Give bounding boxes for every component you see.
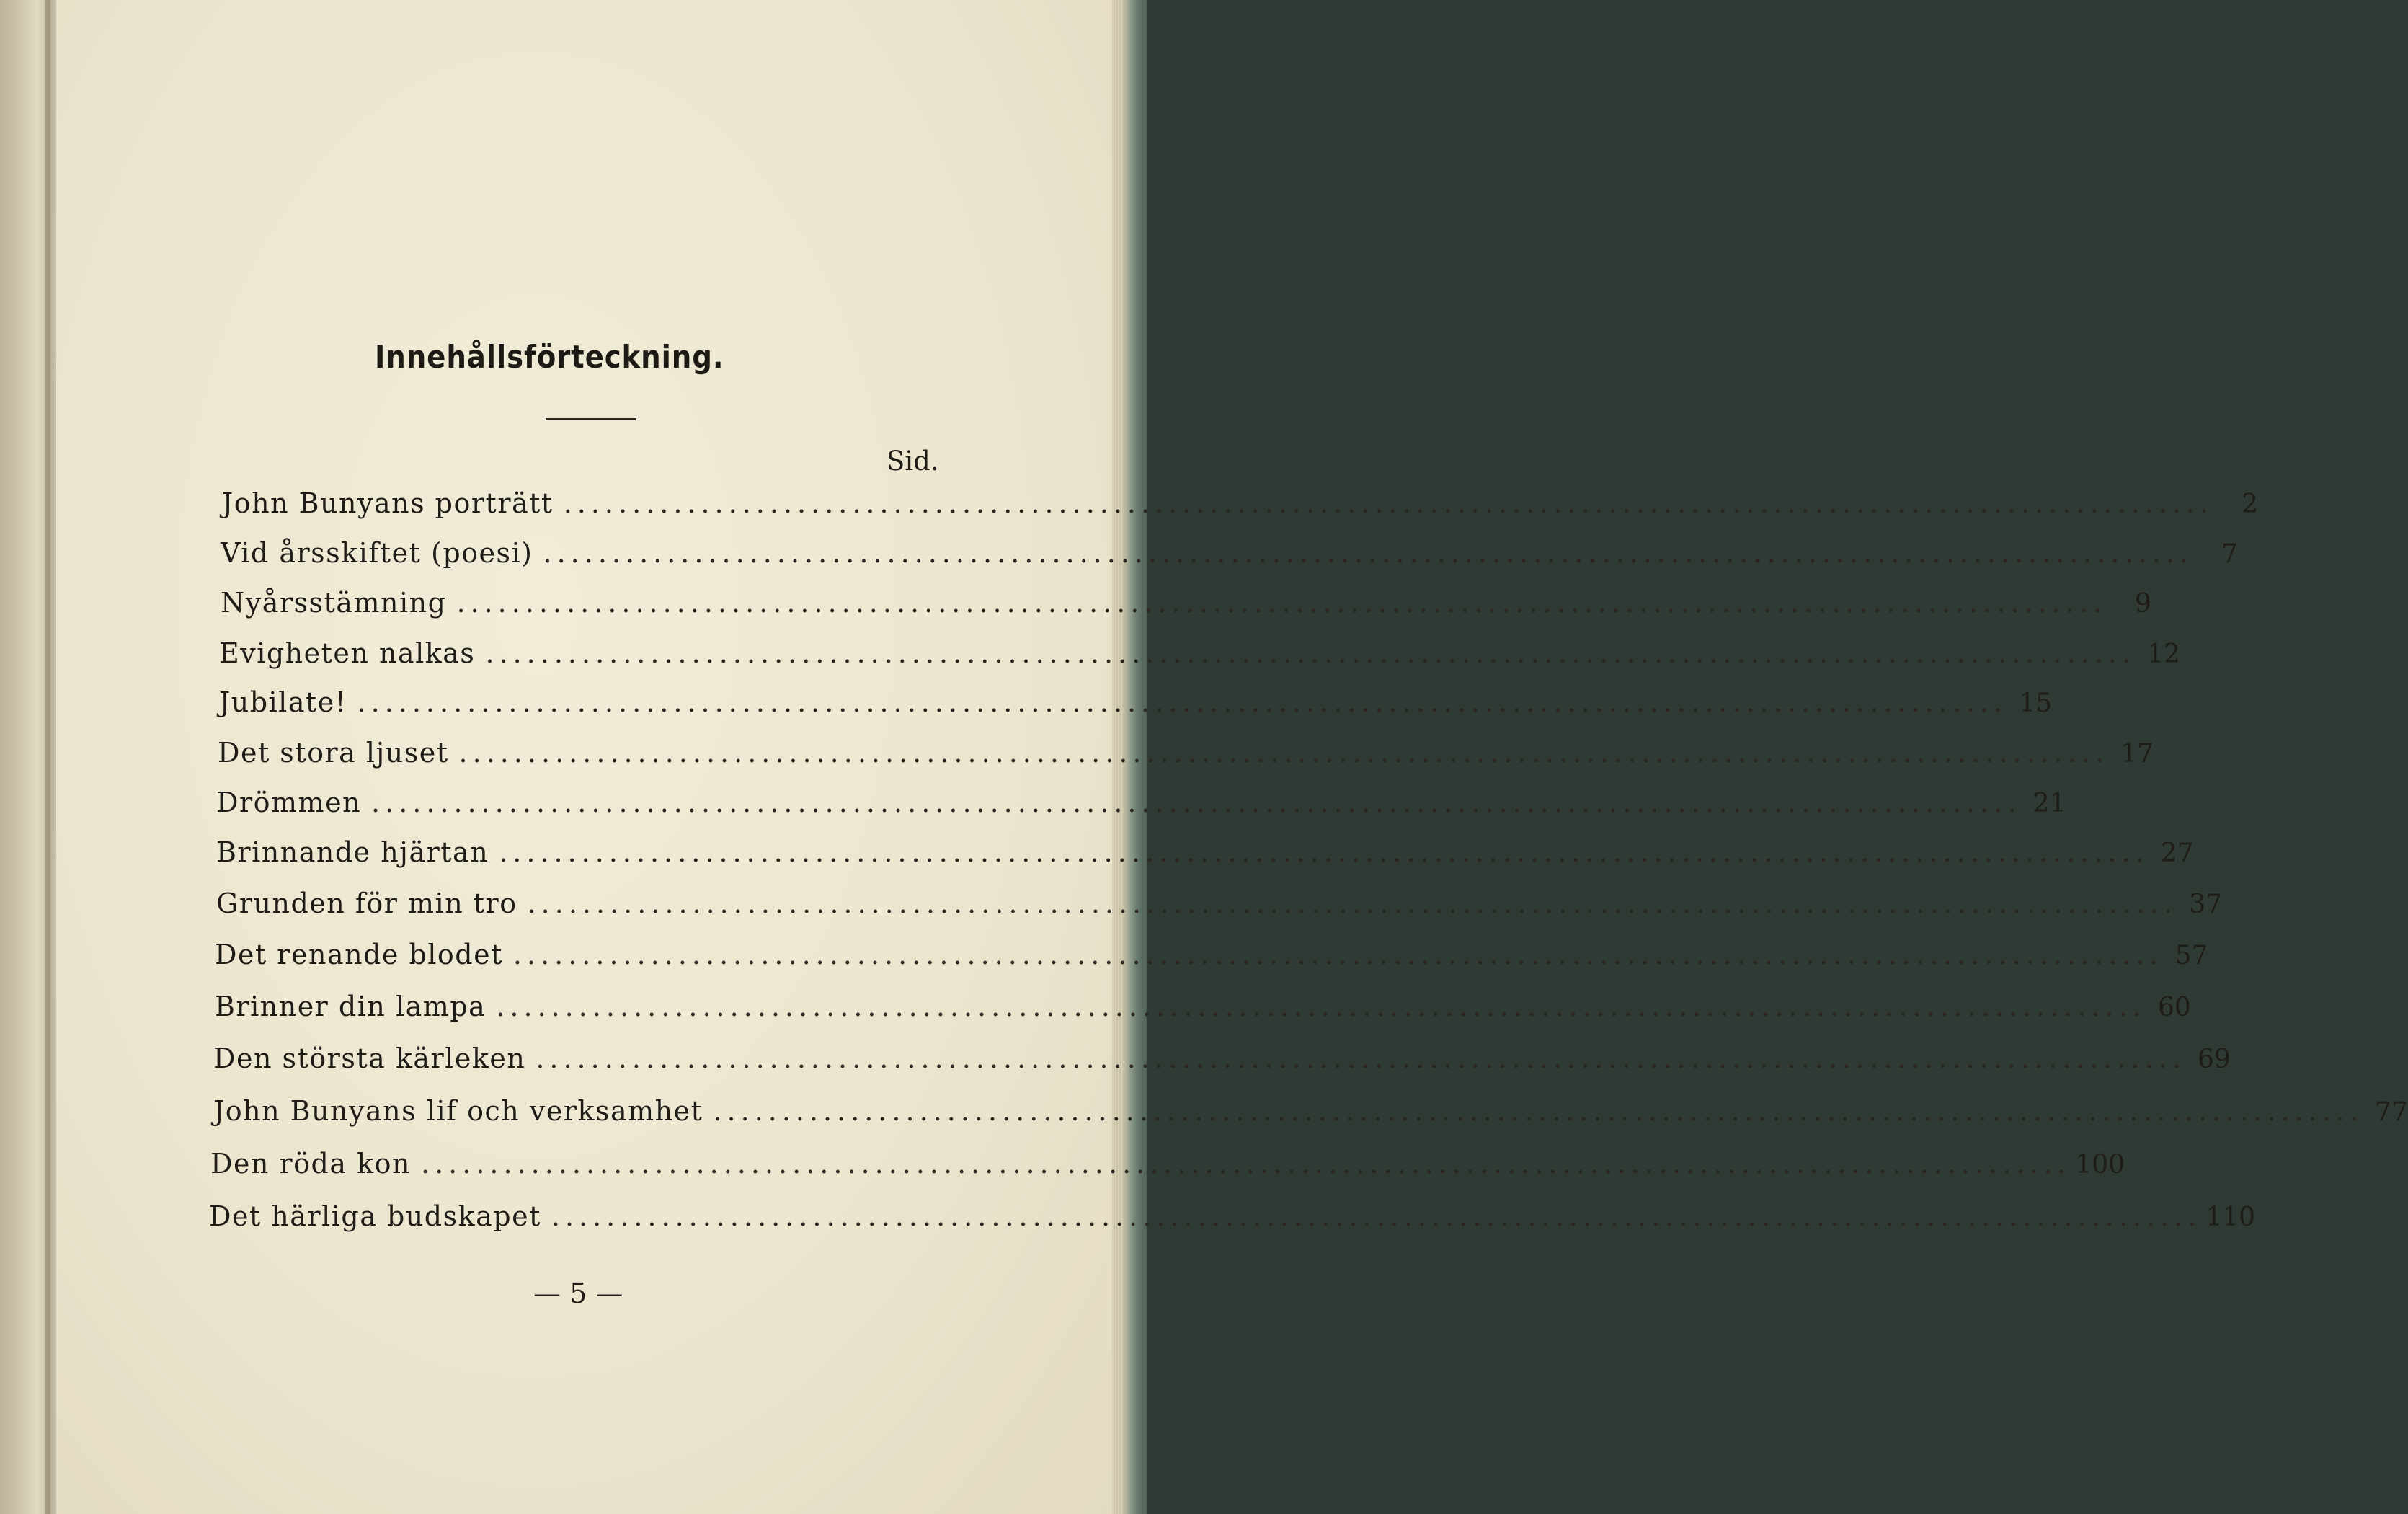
toc-entry-title: Det renande blodet (215, 939, 503, 970)
toc-entry-page: 9 (2135, 589, 2151, 619)
page-title: Innehållsförteckning. (375, 339, 724, 376)
toc-entry-page: 2 (2242, 490, 2259, 519)
toc-entry-title: Brinner din lampa (215, 991, 487, 1022)
toc-entry (209, 1200, 2256, 1238)
toc-entry-page: 7 (2221, 539, 2239, 569)
page-column-label: Sid. (887, 446, 939, 477)
toc-entry-title: Den största kärleken (213, 1042, 526, 1074)
toc-dot-leader: ........................................................................................................................ (713, 1095, 2363, 1127)
toc-dot-leader: ........................................................................................................................ (543, 537, 2194, 569)
toc-entry-title: Drömmen (216, 787, 362, 818)
toc-entry-title: Evigheten nalkas (219, 637, 476, 669)
toc-entry (221, 587, 2151, 624)
toc-entry-title: Den röda kon (210, 1148, 411, 1179)
toc-entry-page: 15 (2019, 689, 2053, 718)
toc-entry (215, 991, 2191, 1028)
toc-entry-title: Det härliga budskapet (209, 1200, 541, 1232)
toc-entry-page: 60 (2157, 993, 2191, 1022)
toc-entry (210, 1148, 2125, 1185)
toc-entry (213, 1095, 2408, 1133)
toc-entry-title: Grunden för min tro (216, 887, 517, 919)
toc-entry (222, 487, 2259, 525)
toc-entry (221, 537, 2239, 575)
toc-entry-page: 17 (2120, 739, 2154, 769)
toc-dot-leader: ........................................................................................................................ (496, 991, 2146, 1022)
toc-entry (215, 939, 2208, 976)
toc-entry (216, 787, 2066, 824)
toc-dot-leader: ........................................................................................................................ (527, 887, 2178, 919)
toc-dot-leader: ........................................................................................................................ (536, 1042, 2186, 1074)
toc-entry (216, 836, 2194, 874)
toc-entry (213, 1042, 2231, 1080)
toc-entry-page: 37 (2189, 890, 2223, 919)
toc-entry-page: 21 (2032, 789, 2066, 818)
title-rule (546, 418, 636, 420)
toc-dot-leader: ........................................................................................................................ (512, 939, 2164, 970)
toc-entry-title: Jubilate! (219, 686, 347, 718)
left-page-edge (0, 0, 50, 1514)
toc-dot-leader: ........................................................................................................................ (499, 836, 2149, 868)
toc-entry-title: Brinnande hjärtan (216, 836, 489, 868)
toc-entry (219, 686, 2053, 724)
toc-dot-leader: ........................................................................................................................ (485, 637, 2136, 669)
toc-dot-leader: ........................................................................................................................ (563, 487, 2214, 519)
toc-entry (219, 637, 2180, 675)
toc-entry-title: Nyårsstämning (221, 587, 447, 619)
toc-dot-leader: ........................................................................................................................ (458, 737, 2110, 769)
toc-entry-page: 12 (2147, 639, 2180, 669)
toc-entry-page: 100 (2075, 1150, 2125, 1179)
toc-entry-title: Det stora ljuset (218, 737, 449, 769)
toc-entry-title: Vid årsskiftet (poesi) (221, 537, 533, 569)
toc-entry (218, 737, 2154, 774)
toc-entry (216, 887, 2223, 925)
toc-entry-title: John Bunyans porträtt (222, 487, 554, 519)
page-number: — 5 — (533, 1278, 623, 1309)
toc-dot-leader: ........................................................................................................................ (371, 787, 2022, 818)
toc-entry-page: 69 (2198, 1045, 2231, 1074)
toc-entry-title: John Bunyans lif och verksamhet (213, 1095, 703, 1127)
toc-dot-leader: ........................................................................................................................ (456, 587, 2107, 619)
toc-entry-page: 110 (2205, 1203, 2256, 1232)
toc-dot-leader: ........................................................................................................................ (421, 1148, 2071, 1179)
toc-dot-leader: ........................................................................................................................ (551, 1200, 2202, 1232)
toc-dot-leader: ........................................................................................................................ (357, 686, 2008, 718)
toc-entry-page: 57 (2174, 941, 2208, 970)
toc-entry-page: 27 (2160, 838, 2194, 868)
toc-entry-page: 77 (2375, 1097, 2408, 1127)
